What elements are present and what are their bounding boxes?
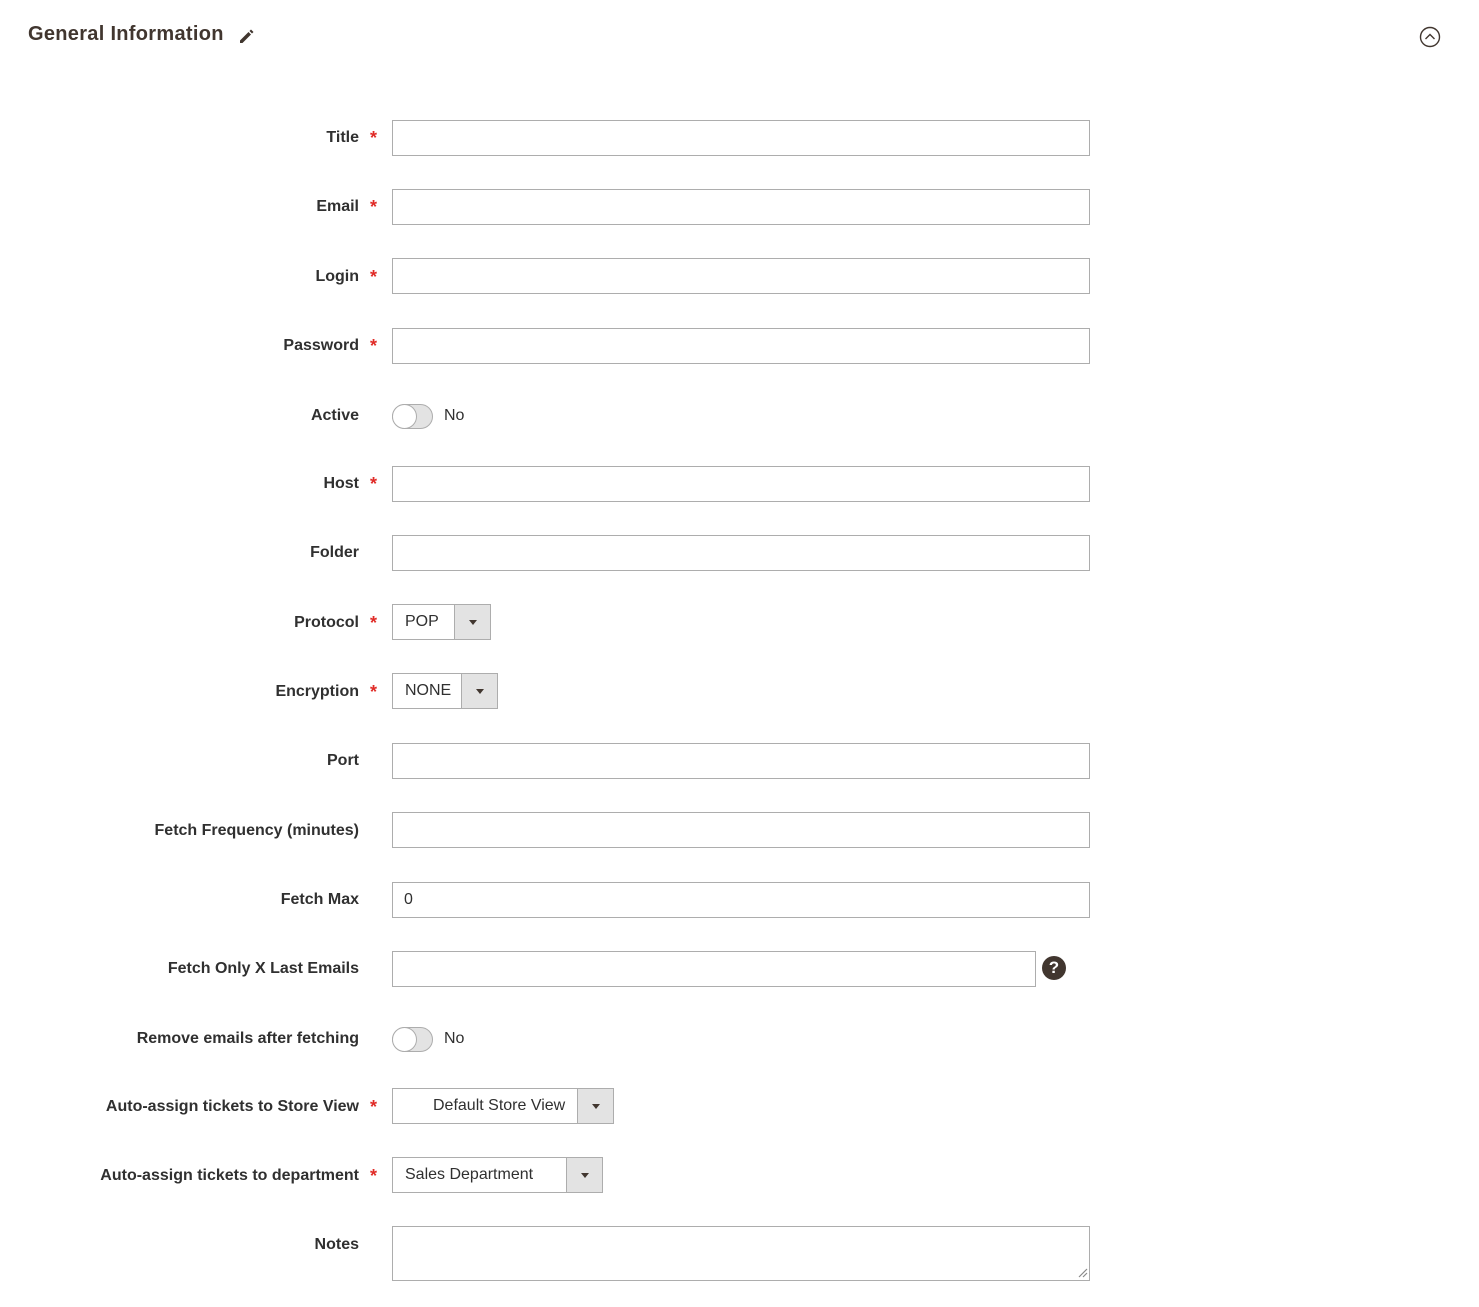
remove-after-fetch-toggle[interactable] — [392, 1027, 433, 1052]
section-header — [0, 0, 1479, 72]
fetch-frequency-input[interactable] — [392, 812, 1090, 848]
protocol-required-mark: * — [370, 613, 378, 633]
resize-grip-icon[interactable] — [1077, 1267, 1088, 1278]
active-toggle-state: No — [444, 407, 465, 424]
encryption-label: Encryption — [275, 683, 359, 700]
remove-after-fetch-state: No — [444, 1030, 465, 1047]
remove-after-fetch-label: Remove emails after fetching — [136, 1030, 359, 1047]
host-input[interactable] — [392, 466, 1090, 502]
chevron-down-icon — [454, 605, 490, 639]
section-title: General Information — [28, 23, 224, 45]
store-view-required-mark: * — [370, 1097, 378, 1117]
store-view-select[interactable] — [392, 1088, 614, 1124]
login-input[interactable] — [392, 258, 1090, 294]
department-selected-value: Sales Department — [405, 1166, 534, 1183]
encryption-selected-value: NONE — [405, 682, 452, 699]
active-toggle[interactable] — [392, 404, 433, 429]
store-view-label: Auto-assign tickets to Store View — [105, 1098, 359, 1115]
encryption-select[interactable] — [392, 673, 498, 709]
folder-input[interactable] — [392, 535, 1090, 571]
host-required-mark: * — [370, 474, 378, 494]
fetch-only-last-label: Fetch Only X Last Emails — [167, 960, 359, 977]
fetch-max-input[interactable] — [392, 882, 1090, 918]
folder-label: Folder — [310, 544, 359, 561]
login-label: Login — [315, 268, 359, 285]
department-label: Auto-assign tickets to department — [100, 1167, 359, 1184]
department-required-mark: * — [370, 1166, 378, 1186]
active-label: Active — [310, 407, 359, 424]
fetch-frequency-label: Fetch Frequency (minutes) — [154, 822, 359, 839]
chevron-up-circle-icon[interactable] — [1419, 26, 1441, 48]
toggle-knob — [392, 1027, 417, 1052]
protocol-selected-value: POP — [405, 613, 439, 630]
password-required-mark: * — [370, 336, 378, 356]
fetch-max-label: Fetch Max — [280, 891, 359, 908]
email-required-mark: * — [370, 197, 378, 217]
notes-label: Notes — [314, 1236, 359, 1253]
title-label: Title — [326, 129, 359, 146]
password-input[interactable] — [392, 328, 1090, 364]
protocol-label: Protocol — [294, 614, 359, 631]
department-select[interactable] — [392, 1157, 603, 1193]
chevron-down-icon — [577, 1089, 613, 1123]
encryption-required-mark: * — [370, 682, 378, 702]
port-label: Port — [327, 752, 359, 769]
port-input[interactable] — [392, 743, 1090, 779]
toggle-knob — [392, 404, 417, 429]
help-icon[interactable]: ? — [1042, 956, 1066, 980]
title-required-mark: * — [370, 128, 378, 148]
login-required-mark: * — [370, 267, 378, 287]
title-input[interactable] — [392, 120, 1090, 156]
chevron-down-icon — [461, 674, 497, 708]
host-label: Host — [323, 475, 359, 492]
email-label: Email — [316, 198, 359, 215]
notes-textarea[interactable] — [392, 1226, 1090, 1281]
fetch-only-last-input[interactable] — [392, 951, 1036, 987]
store-view-selected-value: Default Store View — [433, 1097, 566, 1114]
chevron-down-icon — [566, 1158, 602, 1192]
password-label: Password — [283, 337, 359, 354]
pencil-icon[interactable] — [238, 27, 256, 45]
email-input[interactable] — [392, 189, 1090, 225]
protocol-select[interactable] — [392, 604, 491, 640]
